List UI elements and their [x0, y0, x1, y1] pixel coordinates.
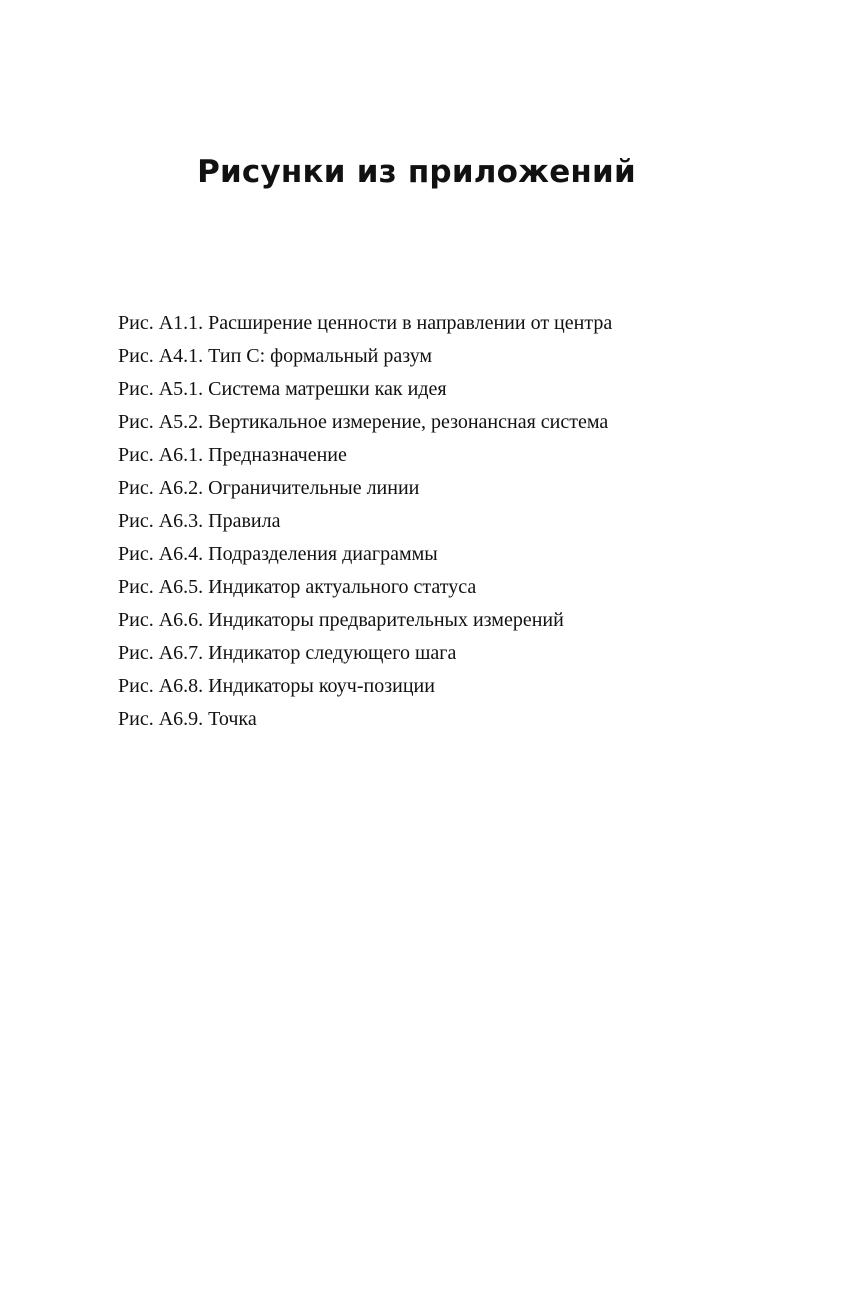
figure-list — [118, 307, 818, 736]
figure-item: Рис. А6.3. Правила — [118, 510, 281, 532]
figure-item: Рис. А1.1. Расширение ценности в направлении от центра — [118, 312, 613, 334]
page-title: Рисунки из приложений — [197, 154, 636, 190]
figure-item: Рис. А6.7. Индикатор следующего шага — [118, 642, 457, 664]
figure-item: Рис. А6.5. Индикатор актуального статуса — [118, 576, 477, 598]
figure-item: Рис. А6.6. Индикаторы предварительных измерений — [118, 609, 564, 631]
figure-item: Рис. А4.1. Тип С: формальный разум — [118, 345, 433, 367]
figure-item: Рис. А6.9. Точка — [118, 708, 257, 730]
figure-item: Рис. А5.2. Вертикальное измерение, резонансная система — [118, 411, 609, 433]
figure-item: Рис. А6.8. Индикаторы коуч-позиции — [118, 675, 435, 697]
figure-item: Рис. А6.4. Подразделения диаграммы — [118, 543, 438, 565]
figure-item: Рис. А5.1. Система матрешки как идея — [118, 378, 447, 400]
figure-item: Рис. А6.2. Ограничительные линии — [118, 477, 420, 499]
figure-item: Рис. А6.1. Предназначение — [118, 444, 347, 466]
